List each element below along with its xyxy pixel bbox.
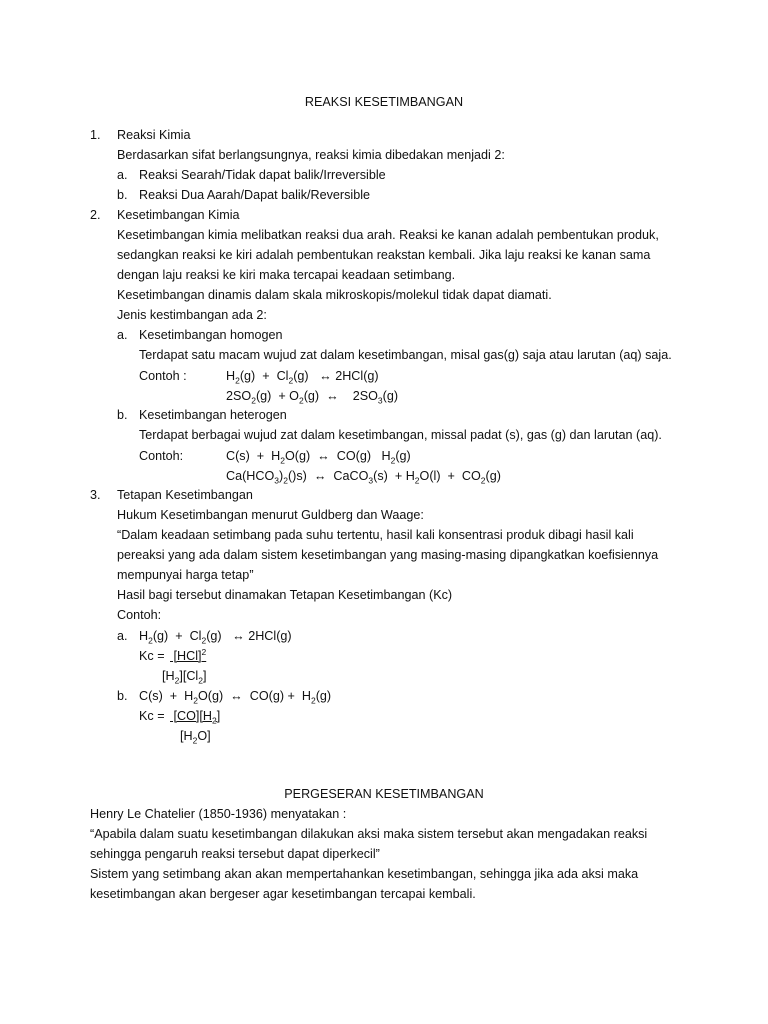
section-3-heading: Tetapan Kesetimbangan (117, 488, 253, 502)
list-item-label: b. (117, 408, 128, 422)
list-item-label: a. (117, 168, 128, 182)
subsection-heading: Kesetimbangan homogen (139, 328, 283, 342)
quote-line: pereaksi yang ada dalam sistem kesetimbangan yang masing-masing dipangkatkan koefisiennya (117, 548, 659, 562)
subsection-heading: Kesetimbangan heterogen (139, 408, 287, 422)
equation-h2-cl2: $H_2(g) + Cl_2(g)$ ↔ 2HCl(g) (226, 369, 379, 386)
paragraph-line: Hasil bagi tersebut dinamakan Tetapan Kesetimbangan (Kc) (117, 588, 453, 602)
kc-label: Kc = (139, 649, 165, 663)
equation-c-h2o-kc: $C(s) + H_2O(g)$ ↔ $CO(g) + H_2(g)$ (139, 689, 332, 706)
list-item-label: a. (117, 629, 128, 643)
quote-line: sehingga pengaruh reaksi tersebut dapat diperkecil” (90, 847, 380, 861)
paragraph-line: Jenis kestimbangan ada 2: (117, 308, 267, 322)
paragraph-line: sedangkan reaksi ke kiri adalah pembentukan reakstan kembali. Jika laju reaksi ke kanan sama (117, 248, 651, 262)
example-label: Contoh : (139, 369, 187, 383)
quote-line: “Dalam keadaan setimbang pada suhu tertentu, hasil kali konsentrasi produk dibagi hasil kali (117, 528, 634, 542)
paragraph-line: Sistem yang setimbang akan akan mempertahankan kesetimbangan, sehingga jika ada aksi maka (90, 867, 639, 881)
list-item-text: Reaksi Searah/Tidak dapat balik/Irreversible (139, 168, 386, 182)
equation-so2-o2: $2SO_2(g) + O_2(g)$ ↔ $2SO_3(g)$ (226, 389, 399, 406)
paragraph-line: dengan laju reaksi ke kiri maka tercapai keadaan setimbang. (117, 268, 456, 282)
equation-c-h2o: $C(s) + H_2O(g)$ ↔ CO(g) $H_2(g)$ (226, 449, 411, 466)
section-1-heading: Reaksi Kimia (117, 128, 191, 142)
list-item-label: a. (117, 328, 128, 342)
kc-numerator: [HCl]$^2$ (170, 646, 207, 663)
kc-label: Kc = (139, 709, 165, 723)
document-title: REAKSI KESETIMBANGAN (304, 95, 464, 109)
section-2-heading: Kesetimbangan Kimia (117, 208, 240, 222)
paragraph-line: Hukum Kesetimbangan menurut Guldberg dan Waage: (117, 508, 424, 522)
section-1-number: 1. (90, 128, 101, 142)
list-item-label: b. (117, 689, 128, 703)
section-1-intro: Berdasarkan sifat berlangsungnya, reaksi kimia dibedakan menjadi 2: (117, 148, 505, 162)
kc-numerator: $[CO][H_2]$ (170, 709, 221, 726)
section-2-number: 2. (90, 208, 101, 222)
paragraph-line: Kesetimbangan dinamis dalam skala mikroskopis/molekul tidak dapat diamati. (117, 288, 552, 302)
equation-h2-cl2-kc: $H_2(g) + Cl_2(g)$ ↔ 2HCl(g) (139, 629, 292, 646)
example-label: Contoh: (139, 449, 184, 463)
paragraph-line: kesetimbangan akan bergeser agar kesetimbangan tercapai kembali. (90, 887, 476, 901)
equation-ca-hco3: $Ca(HCO_3)_2()s$) ↔ CaCO$_3$(s) + $H_2O(l) + CO_2(g)$ (226, 469, 501, 486)
kc-denominator: $[H_2][Cl_2]$ (162, 669, 207, 686)
subsection-desc: Terdapat satu macam wujud zat dalam kesetimbangan, misal gas(g) saja atau larutan (aq) saja. (139, 348, 672, 362)
list-item-text: Reaksi Dua Aarah/Dapat balik/Reversible (139, 188, 371, 202)
paragraph-line: Kesetimbangan kimia melibatkan reaksi dua arah. Reaksi ke kanan adalah pembentukan produk, (117, 228, 659, 242)
list-item-label: b. (117, 188, 128, 202)
quote-line: mempunyai harga tetap” (117, 568, 254, 582)
paragraph-line: Henry Le Chatelier (1850-1936) menyatakan : (90, 807, 347, 821)
section-3-number: 3. (90, 488, 101, 502)
section-4-title: PERGESERAN KESETIMBANGAN (284, 787, 484, 801)
subsection-desc: Terdapat berbagai wujud zat dalam kesetimbangan, missal padat (s), gas (g) dan larutan (aq). (139, 428, 662, 442)
example-label: Contoh: (117, 608, 162, 622)
quote-line: “Apabila dalam suatu kesetimbangan dilakukan aksi maka sistem tersebut akan mengadakan reaksi (90, 827, 648, 841)
kc-denominator: $[H_2O]$ (180, 729, 211, 746)
